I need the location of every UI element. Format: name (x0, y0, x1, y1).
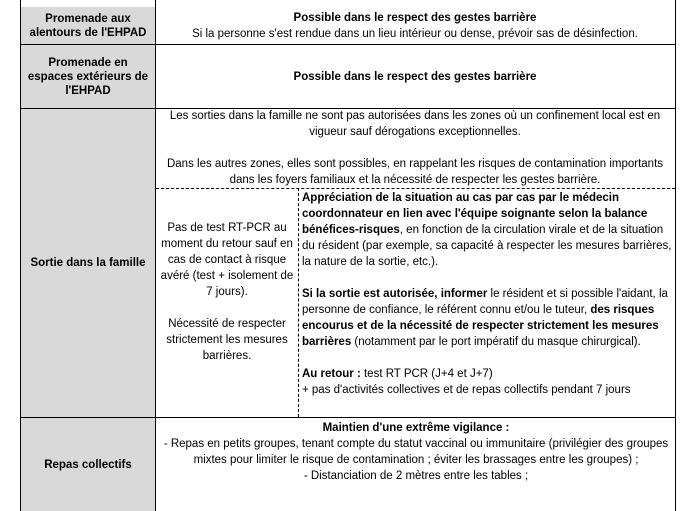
appreciation-bold: Appréciation de la situation au cas par cas par le médecin coordonnateur en lien avec l'équipe soignante selon la balance bénéfices-risques (302, 192, 648, 236)
retour-bold: Au retour : (302, 368, 361, 380)
row-label-repas-collectifs (21, 418, 155, 511)
sortie-famille-test-note: Pas de test RT-PCR au moment du retour sauf en cas de contact à risque avéré (test + isolement de 7 jours). (160, 222, 294, 298)
table-border-right (675, 0, 676, 511)
information-bold-1: Si la sortie est autorisée, informer (302, 288, 488, 300)
row-divider-3 (20, 417, 676, 418)
repas-collectifs-line1: - Repas en petits groupes, tenant compte du statut vaccinal ou immunitaire (privilégier des groupes mixtes pour limiter le risque de contamination ; éviter les brassages entre les groupes) ; (163, 438, 669, 466)
sortie-famille-intro-1: Les sorties dans la famille ne sont pas autorisées dans les zones où un confinement local est en vigueur sauf dérogations exceptionnelles. (169, 110, 661, 138)
promenade-alentours-note: Si la personne s'est rendue dans un lieu intérieur ou dense, prévoir sas de désinfection. (192, 28, 638, 40)
row-label-text: Promenade aux alentours de l'EHPAD (29, 12, 147, 39)
sortie-famille-appreciation (302, 190, 672, 270)
row-label-promenade-alentours (21, 7, 155, 44)
retour-rest: test RT PCR (J+4 et J+7) (360, 368, 493, 380)
sortie-famille-retour-line2: + pas d'activités collectives et de repas collectifs pendant 7 jours (302, 384, 631, 396)
row-divider-2 (20, 108, 676, 109)
promenade-alentours-content (160, 10, 670, 42)
sortie-famille-dashed-divider (156, 188, 675, 189)
sortie-famille-intro (160, 108, 670, 188)
sortie-famille-intro-2: Dans les autres zones, elles sont possibles, en rappelant les risques de contamination importants dans les foyers familiaux et la nécessité de respecter les gestes barrière. (166, 158, 664, 186)
repas-collectifs-content (160, 420, 672, 484)
label-column-divider (155, 0, 156, 511)
sortie-famille-sub-left (160, 220, 294, 364)
sortie-famille-mesures-note: Nécessité de respecter strictement les mesures barrières. (166, 318, 288, 362)
repas-collectifs-line2: - Distanciation de 2 mètres entre les tables ; (303, 470, 529, 482)
information-bold-2: des risques encourus et de la nécessité de respecter strictement les mesures barrières (302, 304, 659, 348)
information-rest: (notamment par le port impératif du masque chirurgical). (351, 336, 641, 348)
appreciation-rest: , en fonction de la circulation virale et de la situation du résident (par exemple, sa capacité à respecter les mesures barrières, la nature de la sortie, etc.). (302, 224, 672, 268)
promenade-exterieurs-title: Possible dans le respect des gestes barrière (293, 71, 537, 83)
sortie-famille-sub-right (302, 190, 672, 398)
rules-table (20, 0, 676, 511)
row-label-text: Promenade en espaces extérieurs de l'EHPAD (27, 56, 149, 97)
promenade-alentours-title: Possible dans le respect des gestes barrière (293, 12, 537, 24)
sortie-famille-retour (302, 366, 672, 382)
row-divider-1 (20, 44, 676, 45)
sortie-famille-information (302, 286, 672, 350)
row-label-sortie-famille (21, 109, 155, 417)
row-label-text: Repas collectifs (44, 458, 132, 471)
table-border-left (20, 0, 21, 511)
row-label-text: Sortie dans la famille (30, 257, 146, 269)
repas-collectifs-title: Maintien d'une extrême vigilance : (322, 422, 510, 434)
row-label-promenade-exterieurs (21, 45, 155, 108)
sortie-famille-dashed-column (298, 188, 299, 417)
promenade-exterieurs-content (160, 69, 670, 85)
information-mid: le résident et si possible l'aidant, la personne de confiance, le référent connu et/ou le tuteur, (302, 288, 668, 316)
